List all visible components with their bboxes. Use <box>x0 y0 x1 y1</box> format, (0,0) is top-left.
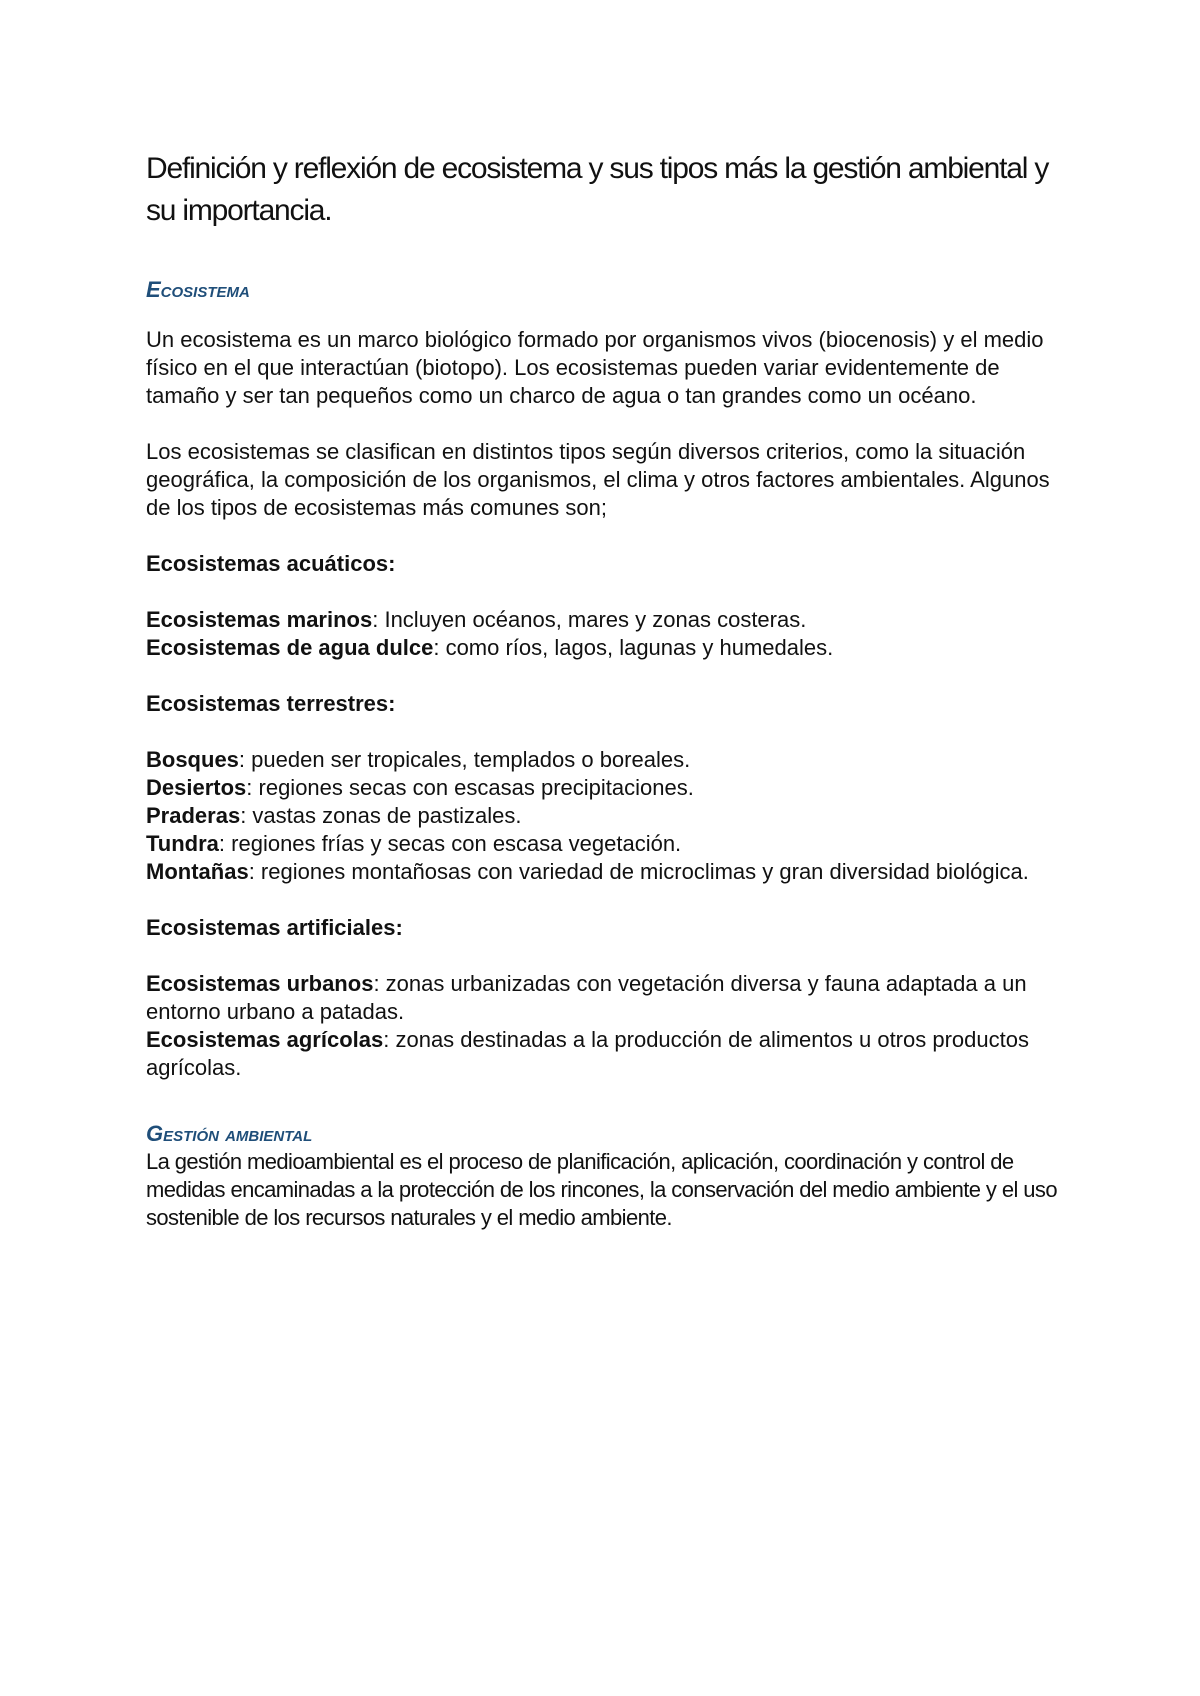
list-terrestres <box>146 746 1066 886</box>
item-desc: : zonas urbanizadas con vegetación diversa y fauna adaptada a un entorno urbano a patadas. <box>146 971 1027 1024</box>
list-item <box>146 858 1066 886</box>
list-item <box>146 606 1066 634</box>
item-term: Montañas <box>146 859 249 884</box>
item-term: Desiertos <box>146 775 247 800</box>
subheading-artificiales: Ecosistemas artificiales: <box>146 915 403 940</box>
list-item <box>146 830 1066 858</box>
item-desc: : pueden ser tropicales, templados o boreales. <box>238 747 691 772</box>
document-content <box>146 148 1066 1232</box>
item-term: Ecosistemas agrícolas <box>146 1027 384 1052</box>
item-term: Tundra <box>146 831 219 856</box>
item-term: Ecosistemas urbanos <box>146 971 374 996</box>
section-heading-gestion: Gestión ambiental <box>146 1121 313 1146</box>
section-heading-ecosistema: Ecosistema <box>146 277 250 302</box>
item-desc: : Incluyen océanos, mares y zonas costeras. <box>372 607 807 632</box>
item-desc: : regiones montañosas con variedad de microclimas y gran diversidad biológica. <box>248 859 1029 884</box>
intro-paragraph: Un ecosistema es un marco biológico formado por organismos vivos (biocenosis) y el medio físico en el que interactúan (biotopo). Los ecosistemas pueden variar evidentemente de tamaño y ser tan pequeños como un charco de agua o tan grandes como un océano. <box>146 327 1044 408</box>
subheading-acuaticos: Ecosistemas acuáticos: <box>146 551 396 576</box>
list-item <box>146 634 1066 662</box>
item-desc: : regiones secas con escasas precipitaciones. <box>246 775 694 800</box>
list-item <box>146 1026 1066 1082</box>
item-term: Ecosistemas marinos <box>146 607 373 632</box>
document-title: Definición y reflexión de ecosistema y sus tipos más la gestión ambiental y su importancia. <box>146 152 1049 227</box>
item-desc: : regiones frías y secas con escasa vegetación. <box>218 831 682 856</box>
classification-paragraph: Los ecosistemas se clasifican en distintos tipos según diversos criterios, como la situación geográfica, la composición de los organismos, el clima y otros factores ambientales. Algunos de los tipos de ecosistemas más comunes son; <box>146 439 1050 520</box>
item-desc: : vastas zonas de pastizales. <box>240 803 522 828</box>
list-acuaticos <box>146 606 1066 662</box>
item-term: Bosques <box>146 747 239 772</box>
item-desc: : zonas destinadas a la producción de alimentos u otros productos agrícolas. <box>146 1027 1029 1080</box>
list-item <box>146 802 1066 830</box>
subheading-terrestres: Ecosistemas terrestres: <box>146 691 396 716</box>
list-item <box>146 774 1066 802</box>
list-item <box>146 970 1066 1026</box>
item-term: Praderas <box>146 803 241 828</box>
item-term: Ecosistemas de agua dulce <box>146 635 434 660</box>
list-item <box>146 746 1066 774</box>
gestion-paragraph: La gestión medioambiental es el proceso de planificación, aplicación, coordinación y control de medidas encaminadas a la protección de los rincones, la conservación del medio ambiente y el uso sostenible de los recursos naturales y el medio ambiente. <box>146 1149 1057 1230</box>
item-desc: : como ríos, lagos, lagunas y humedales. <box>433 635 834 660</box>
list-artificiales <box>146 970 1066 1082</box>
